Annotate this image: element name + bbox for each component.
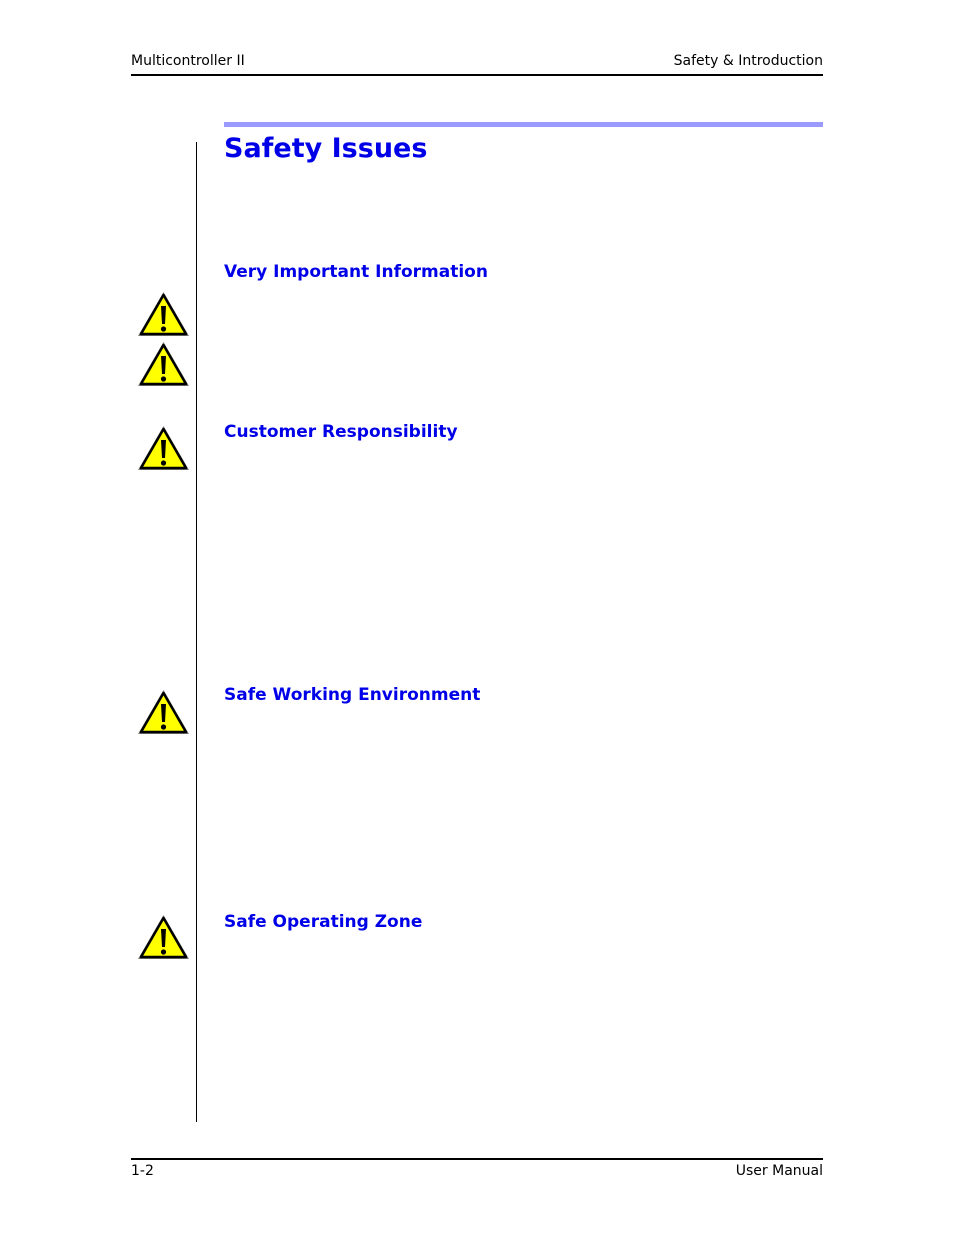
warning-triangle-icon (135, 423, 192, 473)
warning-triangle-icon (135, 687, 192, 737)
page-footer (131, 1158, 823, 1186)
header-document-title: Multicontroller II (131, 53, 245, 69)
section-heading-customer-responsibility: Customer Responsibility (224, 422, 458, 442)
warning-triangle-icon (135, 912, 192, 962)
section-heading-safe-working-environment: Safe Working Environment (224, 685, 481, 705)
header-chapter-title: Safety & Introduction (673, 53, 823, 69)
page-header (131, 50, 823, 76)
warning-triangle-icon (135, 339, 192, 389)
footer-document-type: User Manual (735, 1163, 823, 1179)
section-heading-very-important-information: Very Important Information (224, 262, 488, 282)
title-rule (224, 122, 823, 127)
margin-rule (196, 142, 197, 1122)
page-number: 1-2 (131, 1163, 154, 1179)
page-title: Safety Issues (224, 133, 428, 164)
warning-triangle-icon (135, 289, 192, 339)
section-heading-safe-operating-zone: Safe Operating Zone (224, 912, 423, 932)
